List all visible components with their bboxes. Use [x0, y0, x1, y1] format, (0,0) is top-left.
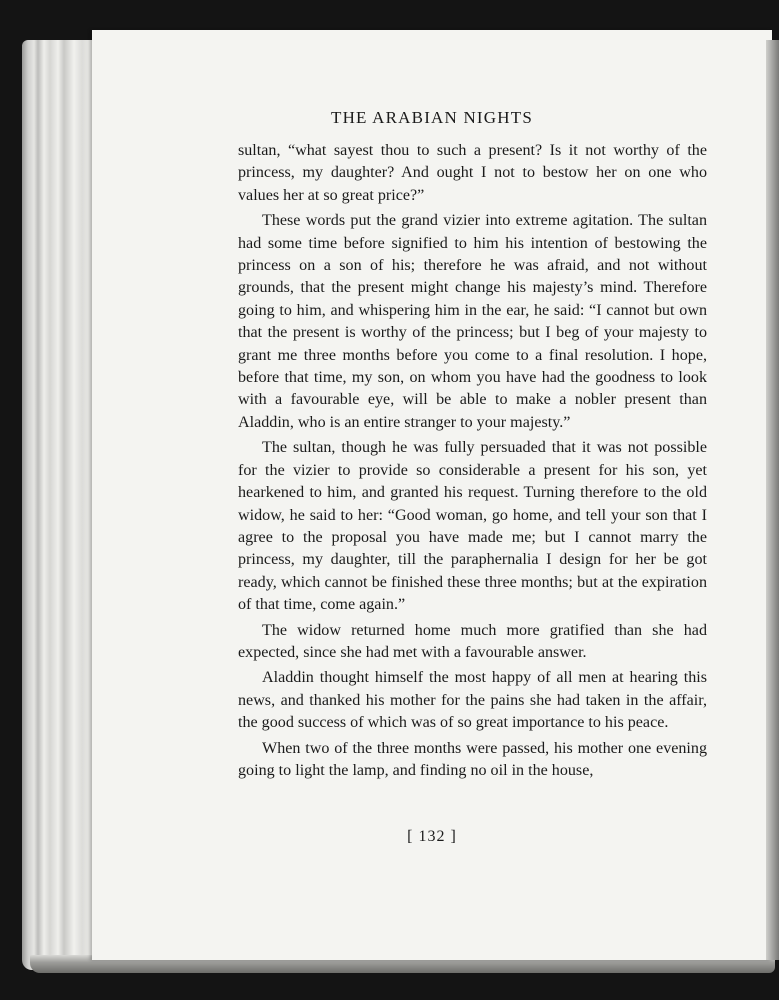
- paragraph: The widow returned home much more gratified than she had expected, since she had met with a favourable answer.: [238, 621, 707, 661]
- paragraph: Aladdin thought himself the most happy of all men at hearing this news, and thanked his mother for the pains she had taken in the affair, the good success of which was of so great importance to his peace.: [238, 669, 707, 732]
- paragraph-continued: sultan, “what sayest thou to such a present? Is it not worthy of the princess, my daughter? And ought I not to bestow her on one who values her at so great price?”: [238, 142, 707, 204]
- page-right-edge: [766, 40, 779, 960]
- paragraph: These words put the grand vizier into extreme agitation. The sultan had some time before signified to him his intention of bestowing the princess on a son of his; therefore he was afraid, and not without grounds, that the present might change his majesty’s mind. Therefore going to him, and whispering him in the ear, he said: “I cannot but own that the present is worthy of the princess; but I beg of your majesty to grant me three months before you come to a final resolution. I hope, before that time, my son, on whom you have had the goodness to look with a favourable eye, will be able to make a nobler present than Aladdin, who is an entire stranger to your majesty.”: [238, 212, 707, 431]
- paragraph: The sultan, though he was fully persuaded that it was not possible for the vizier to provide so considerable a present for his son, yet hearkened to him, and granted his request. Turning therefore to the old widow, he said to her: “Good woman, go home, and tell your son that I agree to the proposal you have made me; but I cannot marry the princess, my daughter, till the paraphernalia I design for her be got ready, which cannot be finished these three months; but at the expiration of that time, come again.”: [238, 439, 707, 614]
- body-text: [238, 140, 707, 782]
- paragraph: When two of the three months were passed, his mother one evening going to light the lamp, and finding no oil in the house,: [238, 739, 707, 779]
- page-number: [ 132 ]: [407, 828, 457, 845]
- running-head: THE ARABIAN NIGHTS: [331, 108, 533, 127]
